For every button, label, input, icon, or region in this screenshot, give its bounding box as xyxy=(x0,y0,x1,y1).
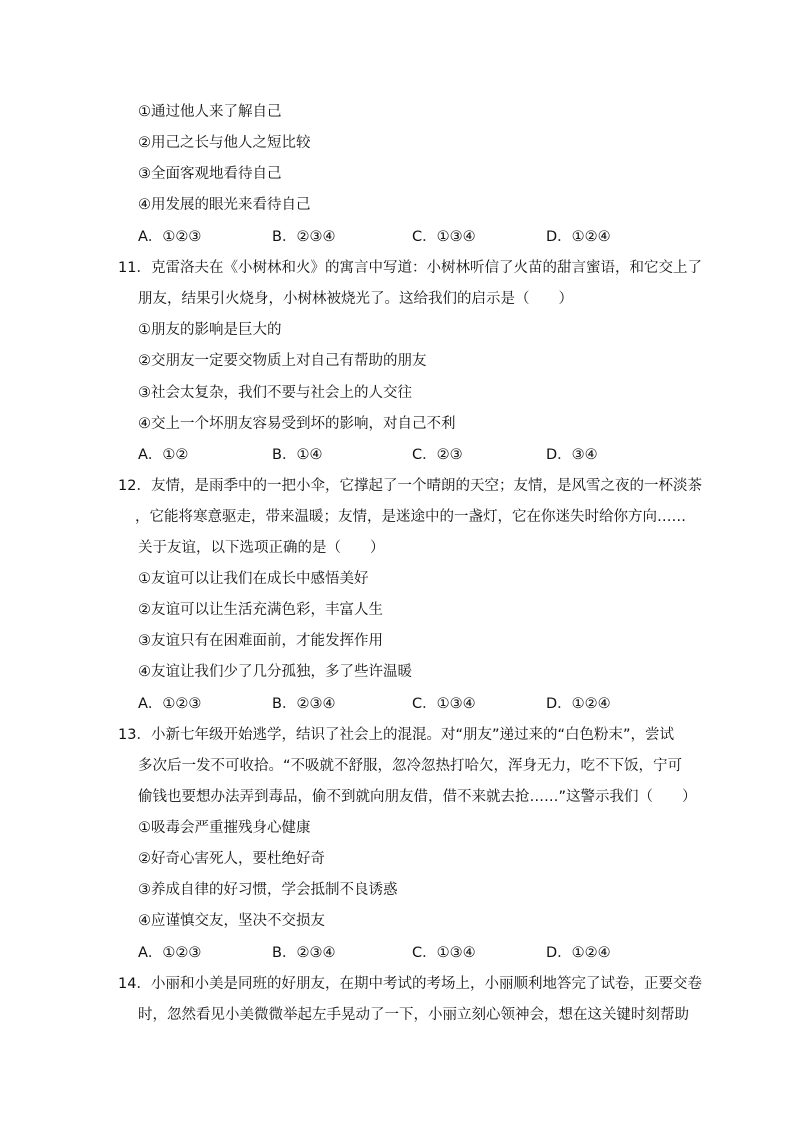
q10-option-d: D．①②④ xyxy=(546,229,611,245)
q12-stem-line-2: ，它能将寒意驱走，带来温暖；友情，是迷途中的一盏灯，它在你迷失时给你方向…… xyxy=(135,509,686,525)
q10-option-a: A．①②③ xyxy=(138,229,202,245)
q10-statement-4: ④用发展的眼光来看待自己 xyxy=(138,197,311,213)
q12-statement-1: ①友谊可以让我们在成长中感悟美好 xyxy=(138,571,369,587)
q10-statement-1: ①通过他人来了解自己 xyxy=(138,104,282,120)
q10-options xyxy=(138,227,658,247)
q12-option-c: C．①③④ xyxy=(412,696,476,712)
q12-stem-line-1: 12．友情，是雨季中的一把小伞，它撑起了一个晴朗的天空；友情，是风雪之夜的一杯淡茶 xyxy=(118,478,702,494)
q14-stem-line-1: 14．小丽和小美是同班的好朋友，在期中考试的考场上，小丽顺利地答完了试卷，正要交卷 xyxy=(118,976,702,992)
q11-option-d: D．③④ xyxy=(546,447,598,463)
q12-stem-line-3: 关于友谊，以下选项正确的是（ ） xyxy=(138,540,385,556)
q13-statement-2: ②好奇心害死人，要杜绝好奇 xyxy=(138,851,325,867)
q13-statement-4: ④应谨慎交友，坚决不交损友 xyxy=(138,913,325,929)
q14-stem-line-2: 时，忽然看见小美微微举起左手晃动了一下，小丽立刻心领神会，想在这关键时刻帮助 xyxy=(138,1007,689,1023)
q12-statement-4: ④友谊让我们少了几分孤独，多了些许温暖 xyxy=(138,664,412,680)
q13-stem-line-3: 偷钱也要想办法弄到毒品，偷不到就向朋友借，借不来就去抢……”这警示我们（ ） xyxy=(138,789,697,805)
q11-option-c: C．②③ xyxy=(412,447,463,463)
q12-option-d: D．①②④ xyxy=(546,696,611,712)
q12-statement-2: ②友谊可以让生活充满色彩，丰富人生 xyxy=(138,602,383,618)
q13-statement-1: ①吸毒会严重摧残身心健康 xyxy=(138,820,311,836)
q13-stem-line-2: 多次后一发不可收拾。“不吸就不舒服，忽冷忽热打哈欠，浑身无力，吃不下饭，宁可 xyxy=(138,758,683,774)
q13-options xyxy=(138,943,658,963)
q11-statement-3: ③社会太复杂，我们不要与社会上的人交往 xyxy=(138,385,412,401)
q10-statement-3: ③全面客观地看待自己 xyxy=(138,166,282,182)
q12-statement-3: ③友谊只有在困难面前，才能发挥作用 xyxy=(138,633,383,649)
q12-options xyxy=(138,694,658,714)
q10-option-b: B．②③④ xyxy=(272,229,336,245)
q13-statement-3: ③养成自律的好习惯，学会抵制不良诱惑 xyxy=(138,882,398,898)
q11-stem-line-2: 朋友，结果引火烧身，小树林被烧光了。这给我们的启示是（ ） xyxy=(138,291,573,307)
q12-option-a: A．①②③ xyxy=(138,696,202,712)
q11-options xyxy=(138,445,658,465)
q11-option-a: A．①② xyxy=(138,447,189,463)
q13-option-d: D．①②④ xyxy=(546,945,611,961)
q10-option-c: C．①③④ xyxy=(412,229,476,245)
q11-stem-line-1: 11．克雷洛夫在《小树林和火》的寓言中写道：小树林听信了火苗的甜言蜜语，和它交上了 xyxy=(118,260,702,276)
q13-option-a: A．①②③ xyxy=(138,945,202,961)
q11-statement-2: ②交朋友一定要交物质上对自己有帮助的朋友 xyxy=(138,353,427,369)
q13-option-c: C．①③④ xyxy=(412,945,476,961)
q11-option-b: B．①④ xyxy=(272,447,323,463)
q11-statement-1: ①朋友的影响是巨大的 xyxy=(138,322,282,338)
q12-option-b: B．②③④ xyxy=(272,696,336,712)
q11-statement-4: ④交上一个坏朋友容易受到坏的影响，对自己不利 xyxy=(138,416,456,432)
q10-statement-2: ②用己之长与他人之短比较 xyxy=(138,135,311,151)
q13-stem-line-1: 13．小新七年级开始逃学，结识了社会上的混混。对“朋友”递过来的“白色粉末”，尝试 xyxy=(118,727,674,743)
q13-option-b: B．②③④ xyxy=(272,945,336,961)
